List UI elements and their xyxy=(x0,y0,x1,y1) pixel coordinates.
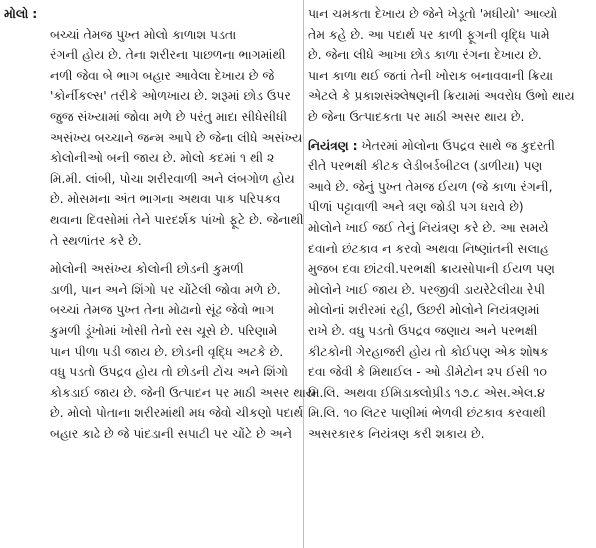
right-column xyxy=(308,4,591,444)
text-line: દવાનો છંટકાવ ન કરવો અથવા નિષ્ણાંતની સલાહ xyxy=(308,240,549,256)
text-line: મોલોની અસંખ્ય કોલોની છોડની કુમળી xyxy=(50,261,244,277)
text-line: અસંખ્ય બચ્ચાને જન્મ આપે છે જેના લીધે અસંખ્ય xyxy=(50,129,303,145)
text-line: થવાના દિવસોમાં તેને પારદર્શક પાંખો ફૂટે છે. જેનાથી xyxy=(50,211,304,227)
text-line: મોલોને ખાઈ જાય છે. પરજીવી ડાયરેટેલીયા રેપી xyxy=(308,281,546,297)
control-paragraph xyxy=(308,136,591,445)
column-divider xyxy=(303,0,304,548)
text-line: ડાળી, પાન અને શિંગો પર ચોંટેલી જોવા મળે છે. xyxy=(50,281,281,297)
aphid-damage-paragraph xyxy=(4,259,316,444)
aphid-heading-line xyxy=(4,4,300,25)
text-line: છે. મોસમના અંત ભાગના અથવા પાક પરિપકવ xyxy=(50,191,281,207)
text-line: પાન પીળા પડી જાય છે. છોડની વૃદ્ધિ અટકે છે. xyxy=(50,343,284,359)
left-column xyxy=(4,4,316,444)
text-line: છે. મોલો પોતાના શરીરમાંથી મધ જેવો ચીકણો પદાર્થ xyxy=(50,405,304,421)
text-line: નળી જેવા બે ભાગ બહાર આવેલા દેખાય છે જે xyxy=(50,67,275,83)
text-line: એટલે કે પ્રકાશસંશ્લેષણની ક્રિયામાં અવરોધ ઉભો થાય xyxy=(308,88,575,104)
text-line: મોલોનાં શરીરમાં રહી, ઉછરી મોલોને નિયંત્રણમાં xyxy=(308,302,540,318)
text-line: મિ.લિ. અથવા ઈમિડાક્લોપ્રીડ ૧૭.૮ એસ.એલ.૪ xyxy=(308,384,545,400)
text-line: મોલોને ખાઈ જઈ તેનું નિયંત્રણ કરે છે. આ સમયે xyxy=(308,219,549,235)
text-line xyxy=(308,136,591,157)
text-line: રાખે છે. વધુ પડતો ઉપદ્રવ જણાય અને પરભક્ષી xyxy=(308,322,538,338)
text-line: છે જેના ઉત્પાદકતા પર માઠી અસર થાય છે. xyxy=(308,108,525,124)
text-line: તે સ્થળાંતર કરે છે. xyxy=(50,232,142,248)
control-heading-separator: : xyxy=(352,137,358,153)
text-line: પીળાં પટ્ટાવાળી અને ત્રણ જોડી પગ ધરાવે છે) xyxy=(308,199,524,215)
text-line: મિ.મી. લાંબી, પોચા શરીરવાળી અને લંબગોળ હોય xyxy=(50,170,295,186)
text-line: છે. જેના લીધે આખા છોડ કાળા રંગના દેખાય છે. xyxy=(308,47,542,63)
control-heading: નિયંત્રણ xyxy=(308,137,349,153)
text-line: 'કોર્નીકલ્સ' તરીકે ઓળખાય છે. શરૂમાં છોડ ઉપર xyxy=(50,88,291,104)
text-line: વધુ પડતો ઉપદ્રવ હોય તો છોડની ટોચ અને શિંગો xyxy=(50,364,288,380)
text-line: કોકડાઈ જાય છે. જેની ઉત્પાદન પર માઠી અસર થાય xyxy=(50,384,316,400)
text-line: દવા જેવી કે મિથાઈલ - ઓ ડીમેટોન ૨૫ ઈસી ૧૦ xyxy=(308,364,547,380)
text-line: અસરકારક નિયંત્રણ કરી શકાય છે. xyxy=(308,425,485,441)
text-line: પાન ચમકતા દેખાય છે જેને ખેડૂતો 'મધીયો' આવ્યો xyxy=(308,6,558,21)
text-line: જુજ સંખ્યામાં જોવા મળે છે પરંતુ માદા સીધેસીધી xyxy=(50,108,288,124)
text-line: કુમળી ડૂંખોમાં ખોસી તેનો રસ ચૂસે છે. પરિણામે xyxy=(50,322,278,338)
honeydew-paragraph xyxy=(308,4,591,128)
text-line: કોલોનીઓ બની જાય છે. મોલો કદમાં ૧ થી ૨ xyxy=(50,150,275,166)
aphid-heading-separator: : xyxy=(32,6,38,21)
text-line: પાન કાળા થઈ જતાં તેની ખોરાક બનાવવાની ક્રિયા xyxy=(308,67,554,83)
text-line: આવે છે. જેનું પુખ્ત તેમજ ઈયળ (જે કાળા રંગની, xyxy=(308,178,553,194)
text-line: રીતે પરભક્ષી કીટક લેડીબર્ડબીટલ (ડાળીયા) પણ xyxy=(308,158,543,174)
text-line: મિ.લિ. ૧૦ લિટર પાણીમાં ભેળવી છંટકાવ કરવાથી xyxy=(308,405,546,421)
aphid-description-paragraph xyxy=(4,25,304,252)
text-line: રંગની હોય છે. તેના શરીરના પાછળના ભાગમાંથી xyxy=(50,47,286,63)
text-line: બચ્ચાં તેમજ પુખ્ત મોલો કાળાશ પડતા xyxy=(50,26,237,42)
text-line: તેમ કહે છે. આ પદાર્થ પર કાળી ફૂગની વૃદ્ધિ પામે xyxy=(308,26,550,42)
text-line: બચ્ચાં તેમજ પુખ્ત તેના મોઢાનો સૂંઢ જેવો ભાગ xyxy=(50,302,275,318)
text-line: કીટકોની ગેરહાજરી હોય તો કોઈપણ એક શોષક xyxy=(308,343,549,359)
text-line: મુજબ દવા છાંટવી.પરભક્ષી ક્રાયસોપાની ઈયળ પણ xyxy=(308,261,555,277)
control-first-line-text: ખેતરમાં મોલોના ઉપદ્રવ સાથે જ કુદરતી xyxy=(361,137,555,153)
text-line: બહાર કાઢે છે જે પાંદડાની સપાટી પર ચોંટે છે અને xyxy=(50,425,292,441)
aphid-heading: મોલો xyxy=(4,6,29,21)
